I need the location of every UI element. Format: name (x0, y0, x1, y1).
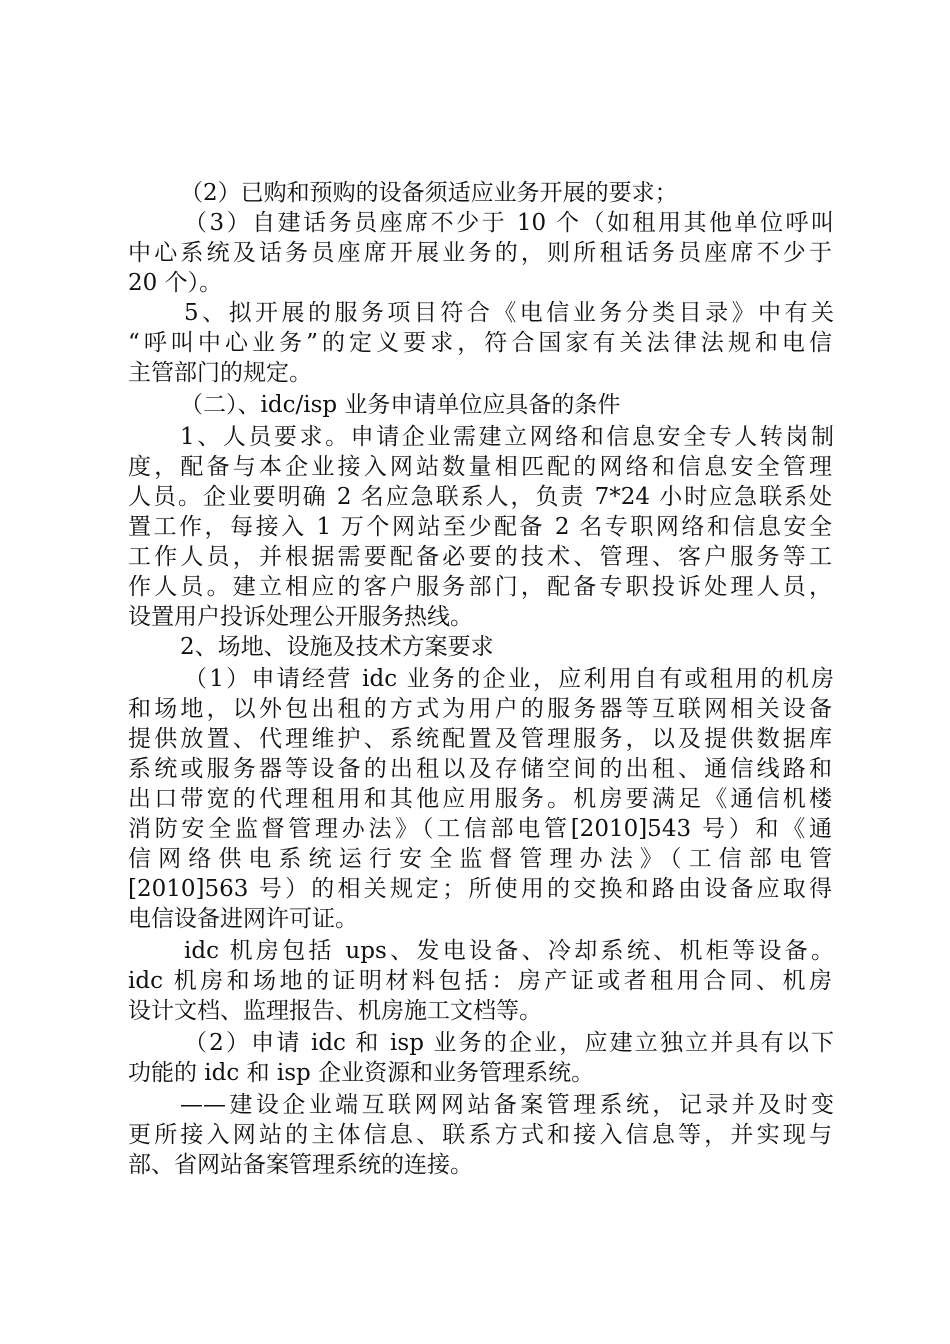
text-line: 功能的 idc 和 isp 企业资源和业务管理系统。 (128, 1060, 595, 1086)
text-line: 中心系统及话务员座席开展业务的，则所租话务员座席不少于 (128, 240, 832, 266)
text-line: （1）申请经营 idc 业务的企业，应利用自有或租用的机房 (184, 666, 834, 692)
text-line: 置工作，每接入 1 万个网站至少配备 2 名专职网络和信息安全 (128, 514, 832, 540)
text-line: [2010]563 号）的相关规定；所使用的交换和路由设备应取得 (128, 876, 832, 902)
text-line: 系统或服务器等设备的出租以及存储空间的出租、通信线路和 (128, 756, 832, 782)
text-line: 人员。企业要明确 2 名应急联系人，负责 7*24 小时应急联系处 (128, 484, 832, 510)
text-line: 20 个）。 (128, 270, 223, 296)
text-line: 度，配备与本企业接入网站数量相匹配的网络和信息安全管理 (128, 454, 832, 480)
text-line: 设计文档、监理报告、机房施工文档等。 (128, 998, 542, 1024)
text-line: idc 机房和场地的证明材料包括：房产证或者租用合同、机房 (128, 968, 832, 994)
text-line: 电信设备进网许可证。 (128, 906, 358, 932)
text-line: 设置用户投诉处理公开服务热线。 (128, 604, 473, 630)
text-line: 提供放置、代理维护、系统配置及管理服务，以及提供数据库 (128, 726, 832, 752)
text-line: ——建设企业端互联网网站备案管理系统，记录并及时变 (180, 1092, 834, 1118)
text-line: 部、省网站备案管理系统的连接。 (128, 1152, 473, 1178)
text-line: 5、拟开展的服务项目符合《电信业务分类目录》中有关 (184, 300, 834, 326)
text-line: 出口带宽的代理租用和其他应用服务。机房要满足《通信机楼 (128, 786, 832, 812)
text-line: 工作人员，并根据需要配备必要的技术、管理、客户服务等工 (128, 544, 832, 570)
text-line: 更所接入网站的主体信息、联系方式和接入信息等，并实现与 (128, 1122, 832, 1148)
text-line: 主管部门的规定。 (128, 360, 312, 386)
section-heading: （二）、idc/isp 业务申请单位应具备的条件 (180, 392, 621, 418)
section-heading: 2、场地、设施及技术方案要求 (180, 634, 494, 660)
text-line: 信网络供电系统运行安全监督管理办法》（工信部电管 (128, 846, 832, 872)
text-line: idc 机房包括 ups、发电设备、冷却系统、机柜等设备。 (184, 938, 834, 964)
text-line: 作人员。建立相应的客户服务部门，配备专职投诉处理人员， (128, 574, 832, 600)
text-line: “呼叫中心业务”的定义要求，符合国家有关法律法规和电信 (128, 330, 832, 356)
text-line: 和场地，以外包出租的方式为用户的服务器等互联网相关设备 (128, 696, 832, 722)
text-line: （2）已购和预购的设备须适应业务开展的要求； (180, 180, 678, 206)
text-line: （2）申请 idc 和 isp 业务的企业，应建立独立并具有以下 (184, 1030, 834, 1056)
text-line: 消防安全监督管理办法》（工信部电管[2010]543 号）和《通 (128, 816, 832, 842)
text-line: （3）自建话务员座席不少于 10 个（如租用其他单位呼叫 (184, 210, 834, 236)
text-line: 1、人员要求。申请企业需建立网络和信息安全专人转岗制 (180, 424, 834, 450)
